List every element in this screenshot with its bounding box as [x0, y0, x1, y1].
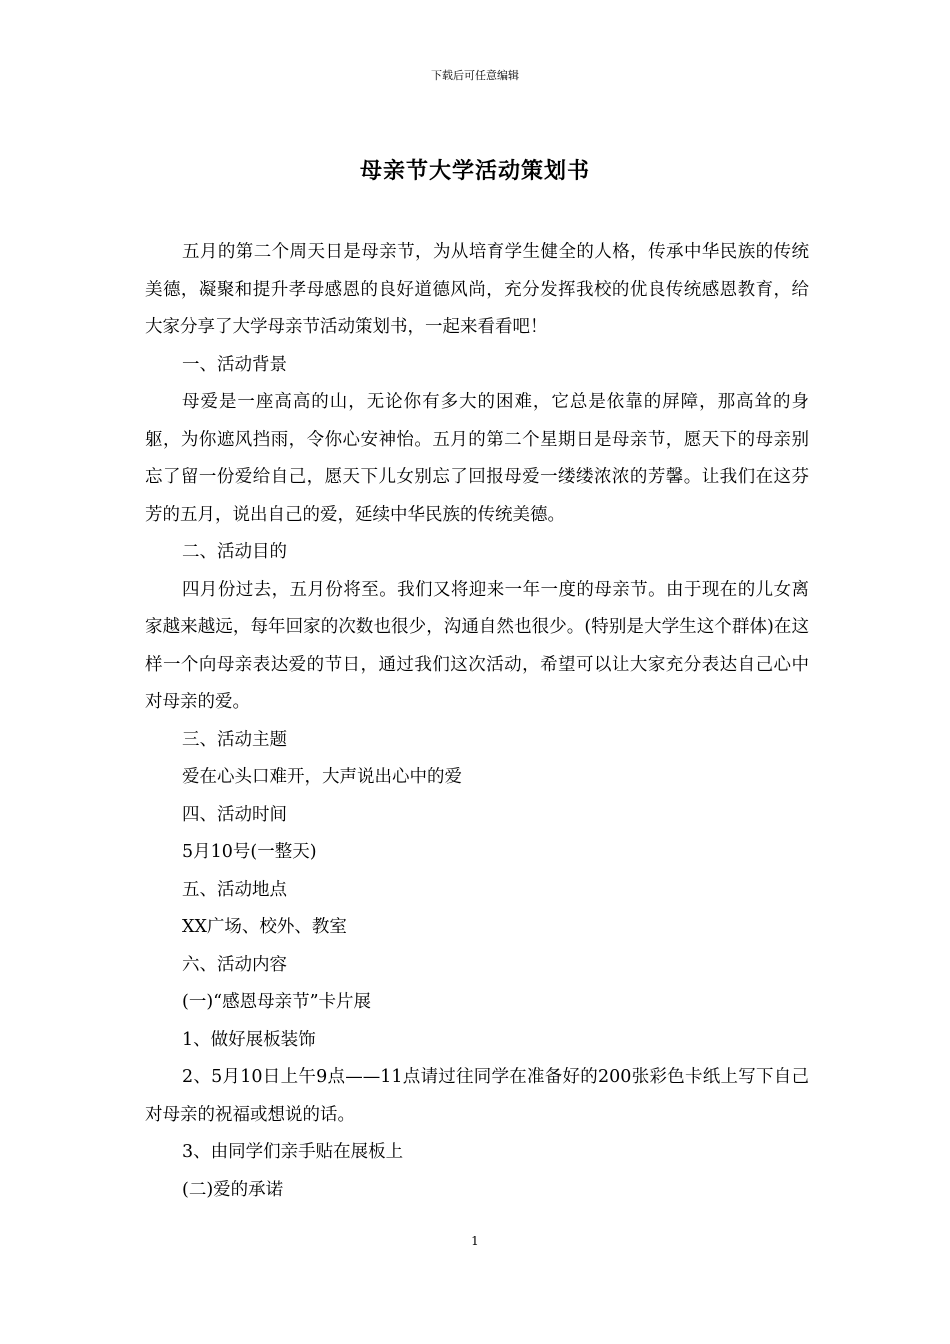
section-heading: 四、活动时间: [182, 804, 287, 825]
paragraph: XX广场、校外、教室: [182, 917, 347, 937]
section-heading: 六、活动内容: [182, 954, 287, 975]
section-heading: 二、活动目的: [182, 542, 287, 562]
paragraph: 四月份过去，五月份将至。我们又将迎来一年一度的母亲节。由于现在的儿女离家越来越远，每年回家的次数也很少，沟通自然也很少。(特别是大学生这个群体)在这样一个向母亲表达爱的节日，通过我们这次活动，希望可以让大家充分表达自己心中对母亲的爱。: [145, 579, 809, 712]
intro-paragraph: 五月的第二个周天日是母亲节，为从培育学生健全的人格，传承中华民族的传统美德，凝聚和提升孝母感恩的良好道德风尚，充分发挥我校的优良传统感恩教育，给大家分享了大学母亲节活动策划书，一起来看看吧！: [145, 242, 809, 337]
page-number: 1: [471, 1234, 479, 1248]
paragraph: 爱在心头口难开，大声说出心中的爱: [182, 767, 462, 787]
subsection-heading: (二)爱的承诺: [182, 1179, 284, 1200]
list-item: 2、5月10日上午9点——11点请过往同学在准备好的200张彩色卡纸上写下自己对母亲的祝福或想说的话。: [145, 1067, 809, 1125]
document-title: 母亲节大学活动策划书: [359, 158, 590, 184]
page-header-note: 下载后可任意编辑: [431, 69, 519, 82]
document-body: [145, 234, 809, 1209]
section-heading: 三、活动主题: [182, 729, 287, 750]
list-item: 1、做好展板装饰: [182, 1029, 316, 1050]
list-item: 3、由同学们亲手贴在展板上: [182, 1142, 404, 1162]
section-heading: 五、活动地点: [182, 879, 287, 900]
section-heading: 一、活动背景: [182, 354, 287, 375]
paragraph: 母爱是一座高高的山，无论你有多大的困难，它总是依靠的屏障，那高耸的身躯，为你遮风挡雨，令你心安神怡。五月的第二个星期日是母亲节，愿天下的母亲别忘了留一份爱给自己，愿天下儿女别忘了回报母爱一缕缕浓浓的芳馨。让我们在这芬芳的五月，说出自己的爱，延续中华民族的传统美德。: [145, 392, 809, 525]
paragraph: 5月10号(一整天): [182, 842, 317, 862]
subsection-heading: (一)“感恩母亲节”卡片展: [182, 992, 372, 1012]
